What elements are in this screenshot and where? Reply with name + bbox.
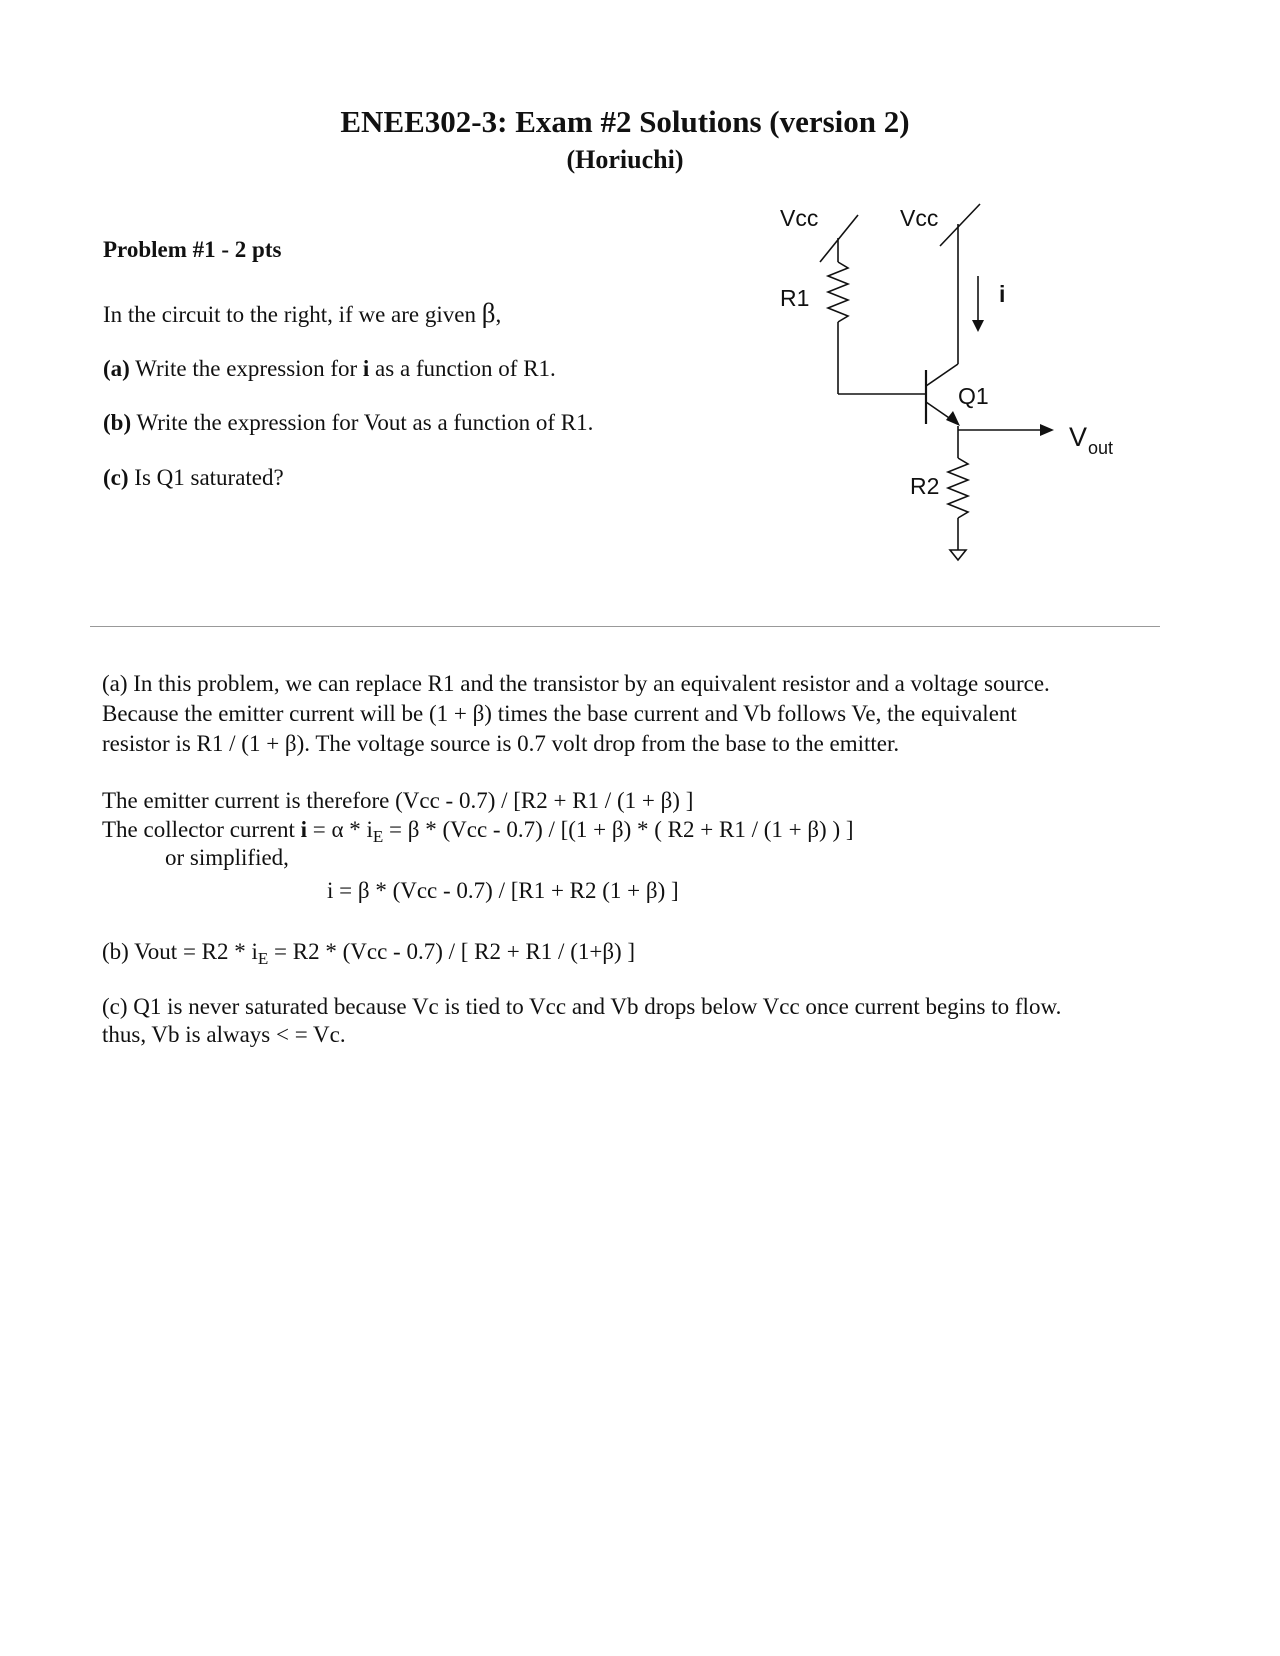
q1-collector-leg: [926, 364, 958, 386]
question-c-label: (c): [103, 465, 129, 490]
ground-icon: [950, 550, 966, 560]
current-arrow-head: [972, 320, 984, 332]
solution-b: [102, 937, 635, 974]
circuit-diagram: [0, 0, 1280, 620]
beta-symbol: β: [481, 298, 496, 328]
question-a-text2: as a function of R1.: [369, 356, 556, 381]
question-a-text1: Write the expression for: [129, 356, 363, 381]
r1-resistor: [828, 262, 848, 322]
vcc-left-label: Vcc: [780, 205, 819, 231]
solution-b-subscript: E: [257, 949, 269, 968]
r2-resistor: [948, 458, 968, 518]
page-subtitle: (Horiuchi): [566, 145, 684, 174]
solution-b-post: = R2 * (Vcc - 0.7) / [ R2 + R1 / (1+β) ]: [268, 939, 636, 964]
vcc-right-label: Vcc: [900, 205, 939, 231]
page-title: ENEE302-3: Exam #2 Solutions (version 2): [340, 104, 910, 139]
r1-label: R1: [780, 285, 810, 311]
collector-mid: = α * i: [306, 817, 373, 842]
solution-b-pre: (b) Vout = R2 * i: [102, 939, 258, 964]
collector-post: = β * (Vcc - 0.7) / [(1 + β) * ( R2 + R1 / (1 + β) ) ]: [383, 817, 854, 842]
solution-a-line3: resistor is R1 / (1 + β). The voltage source is 0.7 volt drop from the base to the emitter.: [102, 731, 900, 756]
i-label: i: [999, 281, 1006, 307]
emitter-current-line: The emitter current is therefore (Vcc - 0.7) / [R2 + R1 / (1 + β) ]: [102, 788, 694, 813]
intro-text: In the circuit to the right, if we are given: [103, 302, 482, 327]
vcc-left-tick: [820, 215, 858, 262]
r2-label: R2: [910, 473, 940, 499]
solution-c-line1: (c) Q1 is never saturated because Vc is tied to Vcc and Vb drops below Vcc once current begins to flow.: [102, 994, 1062, 1019]
divider: [90, 626, 1160, 627]
question-a-bold: i: [362, 356, 370, 381]
collector-i: i: [300, 817, 307, 842]
solution-a-line1: (a) In this problem, we can replace R1 and the transistor by an equivalent resistor and a voltage source.: [102, 671, 1050, 696]
question-a-label: (a): [103, 356, 130, 381]
collector-subscript: E: [372, 827, 384, 846]
vcc-right-tick: [940, 204, 980, 246]
simplified-equation: i = β * (Vcc - 0.7) / [R1 + R2 (1 + β) ]: [327, 878, 679, 903]
simplified-label: or simplified,: [165, 845, 289, 870]
vout-label: V: [1069, 422, 1088, 452]
q1-emitter-arrow: [946, 411, 960, 426]
problem-heading: Problem #1 - 2 pts: [103, 237, 282, 262]
question-b-label: (b): [103, 410, 132, 435]
solution-c-line2: thus, Vb is always < = Vc.: [102, 1022, 346, 1047]
question-c-text: Is Q1 saturated?: [128, 465, 284, 490]
vout-arrow-head: [1040, 424, 1054, 436]
vout-subscript: out: [1088, 438, 1114, 458]
intro-end: ,: [495, 302, 502, 327]
solution-a-line2: Because the emitter current will be (1 + β) times the base current and Vb follows Ve, the equivalent: [102, 701, 1017, 726]
question-b-text: Write the expression for Vout as a function of R1.: [131, 410, 594, 435]
q1-label: Q1: [958, 383, 989, 409]
collector-pre: The collector current: [102, 817, 301, 842]
